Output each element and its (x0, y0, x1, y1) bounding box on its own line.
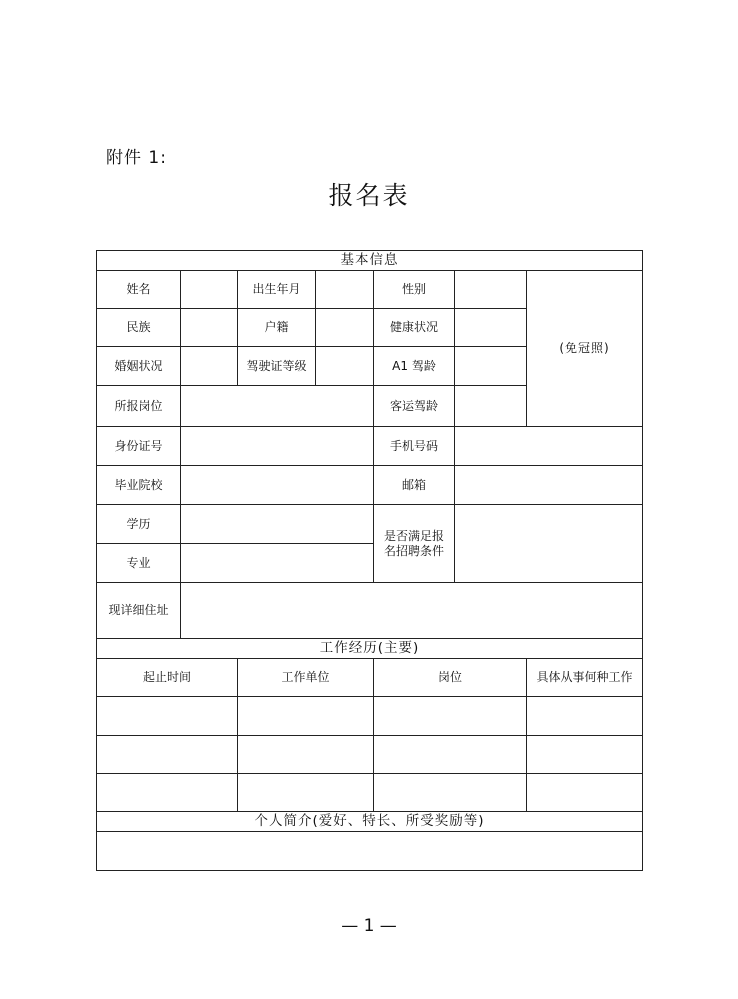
input-phone[interactable] (455, 427, 643, 466)
input-health[interactable] (455, 309, 527, 347)
input-household[interactable] (316, 309, 374, 347)
input-profile[interactable] (97, 832, 643, 871)
input-qualify[interactable] (455, 505, 643, 583)
label-phone: 手机号码 (374, 427, 455, 466)
input-name[interactable] (181, 271, 238, 309)
input-school[interactable] (181, 466, 374, 505)
input-email[interactable] (455, 466, 643, 505)
work-cell-position[interactable] (374, 774, 527, 812)
section-work-history: 工作经历(主要) (97, 639, 643, 659)
work-cell-duties[interactable] (527, 774, 643, 812)
page-number: — 1 — (341, 916, 397, 936)
work-cell-position[interactable] (374, 736, 527, 774)
label-marital: 婚姻状况 (97, 347, 181, 386)
label-health: 健康状况 (374, 309, 455, 347)
work-cell-duties[interactable] (527, 736, 643, 774)
work-cell-period[interactable] (97, 736, 238, 774)
label-a1-years: A1 驾龄 (374, 347, 455, 386)
label-passenger-years: 客运驾龄 (374, 386, 455, 427)
work-col-duties: 具体从事何种工作 (527, 659, 643, 697)
label-license-level: 驾驶证等级 (238, 347, 316, 386)
label-school: 毕业院校 (97, 466, 181, 505)
input-id-number[interactable] (181, 427, 374, 466)
work-col-employer: 工作单位 (238, 659, 374, 697)
input-passenger-years[interactable] (455, 386, 527, 427)
input-birth[interactable] (316, 271, 374, 309)
input-license-level[interactable] (316, 347, 374, 386)
table-row (97, 774, 643, 812)
input-marital[interactable] (181, 347, 238, 386)
input-major[interactable] (181, 544, 374, 583)
label-email: 邮箱 (374, 466, 455, 505)
label-position: 所报岗位 (97, 386, 181, 427)
input-address[interactable] (181, 583, 643, 639)
input-position[interactable] (181, 386, 374, 427)
section-basic-info: 基本信息 (97, 251, 643, 271)
work-cell-employer[interactable] (238, 736, 374, 774)
label-id-number: 身份证号 (97, 427, 181, 466)
label-address: 现详细住址 (97, 583, 181, 639)
label-education: 学历 (97, 505, 181, 544)
label-qualify-line1: 是否满足报 (383, 529, 444, 544)
label-birth: 出生年月 (238, 271, 316, 309)
table-row (97, 697, 643, 736)
attachment-label: 附件 1: (106, 148, 167, 168)
work-cell-employer[interactable] (238, 697, 374, 736)
work-cell-period[interactable] (97, 697, 238, 736)
label-ethnicity: 民族 (97, 309, 181, 347)
input-ethnicity[interactable] (181, 309, 238, 347)
label-name: 姓名 (97, 271, 181, 309)
label-household: 户籍 (238, 309, 316, 347)
work-cell-position[interactable] (374, 697, 527, 736)
input-education[interactable] (181, 505, 374, 544)
work-col-period: 起止时间 (97, 659, 238, 697)
work-cell-duties[interactable] (527, 697, 643, 736)
work-col-position: 岗位 (374, 659, 527, 697)
work-cell-employer[interactable] (238, 774, 374, 812)
label-major: 专业 (97, 544, 181, 583)
table-row (97, 736, 643, 774)
work-cell-period[interactable] (97, 774, 238, 812)
input-a1-years[interactable] (455, 347, 527, 386)
photo-box[interactable]: (免冠照) (527, 271, 643, 427)
input-gender[interactable] (455, 271, 527, 309)
label-gender: 性别 (374, 271, 455, 309)
registration-form-table (96, 250, 643, 871)
label-qualify-line2: 名招聘条件 (383, 543, 444, 558)
label-qualify (374, 505, 455, 583)
section-profile: 个人简介(爱好、特长、所受奖励等) (97, 812, 643, 832)
form-title: 报名表 (328, 181, 410, 210)
